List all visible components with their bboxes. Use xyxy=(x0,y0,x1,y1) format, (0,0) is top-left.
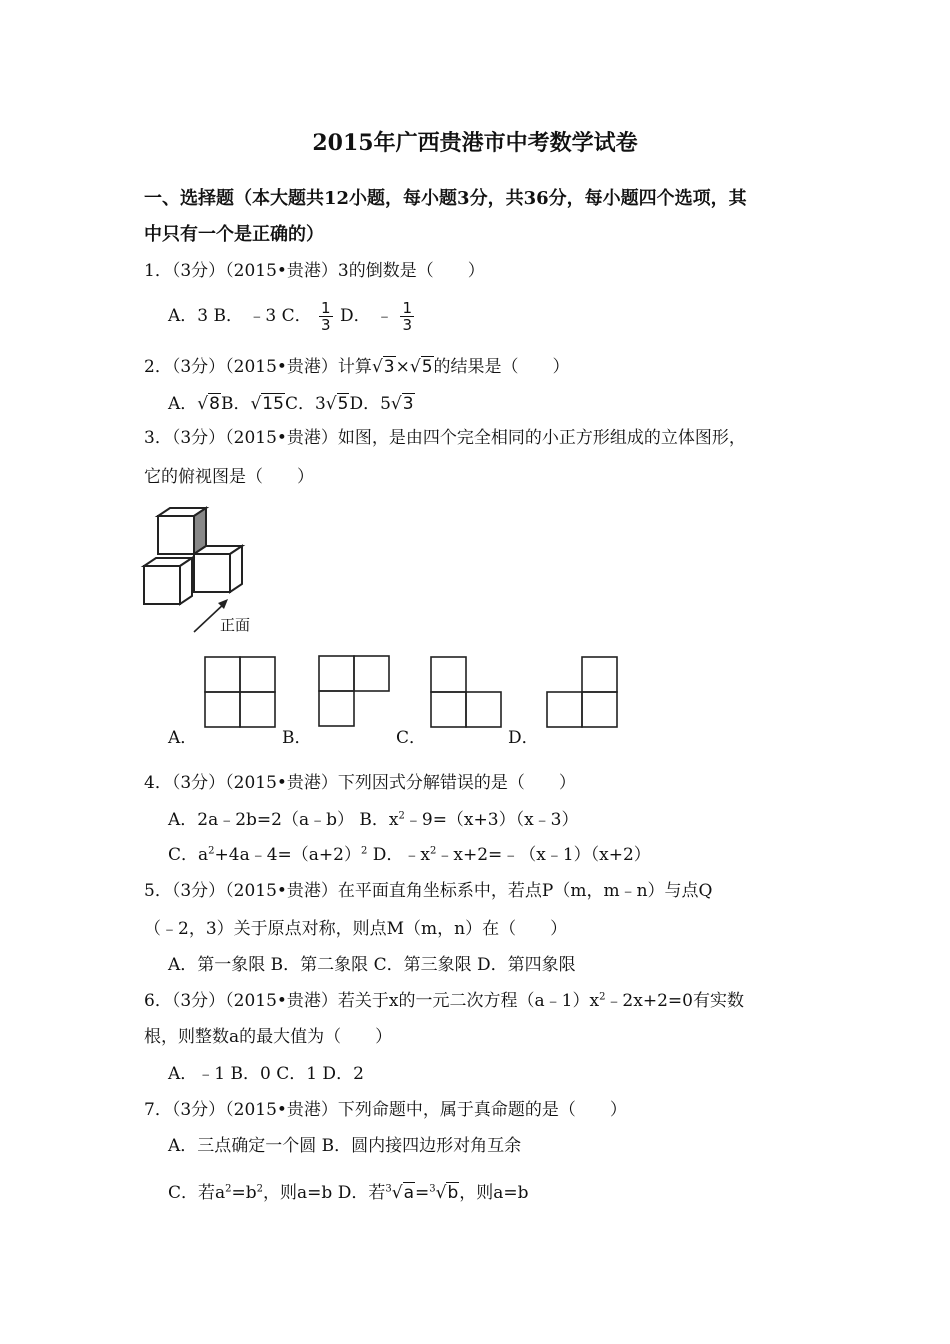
q1-options xyxy=(168,300,416,333)
q2-options xyxy=(168,389,415,414)
q3-option-b-figure xyxy=(317,654,393,728)
q3-option-d-figure xyxy=(545,656,621,728)
q2-c-label: C．3 xyxy=(284,394,326,414)
q2-c-radical: √5 xyxy=(325,394,349,414)
q1-option-c-fraction: $\frac{1}{3}$ xyxy=(321,299,331,334)
q2-radical-3: √3 xyxy=(371,357,395,377)
q3-label-a: A． xyxy=(168,728,198,748)
q2-d-radical: √3 xyxy=(390,394,414,414)
q2-a-label: A． xyxy=(168,394,198,414)
q1-option-ab: A．3 B． xyxy=(168,306,243,326)
q2-stem-pre: 2．（3分）（2015•贵港）计算 xyxy=(144,357,372,377)
left-cube-front-face xyxy=(144,566,180,604)
q3-stem-line1: 3．（3分）（2015•贵港）如图，是由四个完全相同的小正方形组成的立体图形， xyxy=(144,428,746,448)
q7-options-ab: A．三点确定一个圆 B．圆内接四边形对角互余 xyxy=(168,1136,522,1156)
q6-options: A．﹣1 B．0 C．1 D．2 xyxy=(168,1064,364,1084)
q3-solid-figure xyxy=(140,502,270,638)
q5-stem-line2: （﹣2，3）关于原点对称，则点M（m，n）在（ ） xyxy=(144,919,568,939)
q2-stem-post: 的结果是（ ） xyxy=(433,357,570,377)
page-title: 2015年广西贵港市中考数学试卷 xyxy=(312,130,638,156)
q5-options: A．第一象限 B．第二象限 C．第三象限 D．第四象限 xyxy=(168,955,576,975)
q3-stem-line2: 它的俯视图是（ ） xyxy=(144,467,314,487)
right-cube-front-face xyxy=(194,554,230,592)
q4-options-cd: C．$a^2+4a﹣4=(a+2)^2$ D．$﹣x^2﹣x+2=﹣(x﹣1)(x+2)$ xyxy=(168,845,651,865)
q3-option-a-figure xyxy=(204,656,278,728)
q1-option-d-fraction: $\frac{1}{3}$ xyxy=(402,299,412,334)
q3-option-c-figure xyxy=(430,656,506,728)
left-cube-side-face xyxy=(180,558,192,604)
q2-b-label: B． xyxy=(220,394,251,414)
q2-d-label: D．5 xyxy=(349,394,391,414)
q5-stem-line1: 5．（3分）（2015•贵港）在平面直角坐标系中，若点P（m，m﹣n）与点Q xyxy=(144,881,713,901)
q1-stem: 1．（3分）（2015•贵港）3的倒数是（ ） xyxy=(144,261,485,281)
q1-option-d-label: D． xyxy=(340,306,371,326)
q3-label-b: B． xyxy=(282,728,312,748)
q2-stem xyxy=(144,352,570,377)
q6-stem-line2: 根，则整数a的最大值为（ ） xyxy=(144,1027,393,1047)
q2-times: × xyxy=(395,357,410,377)
right-cube-side-face xyxy=(230,546,242,592)
q3-label-c: C． xyxy=(396,728,427,748)
section-heading-line2: 中只有一个是正确的） xyxy=(144,224,324,245)
q1-option-bc: ﹣3 C． xyxy=(248,306,312,326)
q2-b-radical: √15 xyxy=(250,394,284,414)
q3-label-d: D． xyxy=(508,728,539,748)
top-cube-front-face xyxy=(158,516,194,554)
q2-radical-5: √5 xyxy=(409,357,433,377)
section-heading-line1: 一、选择题（本大题共12小题，每小题3分，共36分，每小题四个选项，其 xyxy=(144,188,747,209)
q6-stem-line1: 6．（3分）（2015•贵港）若关于x的一元二次方程$(a﹣1)x^2﹣2x+2=0$有实数 xyxy=(144,991,744,1011)
q7-options-cd: C．若$a^2=b^2$，则a=b D．若$^3$√a=$^3$√b，则a=b xyxy=(168,1183,529,1203)
q1-option-d-sign: ﹣ xyxy=(376,306,394,326)
q4-stem: 4．（3分）（2015•贵港）下列因式分解错误的是（ ） xyxy=(144,773,576,793)
q4-options-ab: A．2a﹣2b=2（a﹣b） B．$x^2﹣9=(x+3)(x﹣3)$ xyxy=(168,810,579,830)
q7-stem: 7．（3分）（2015•贵港）下列命题中，属于真命题的是（ ） xyxy=(144,1100,627,1120)
q2-a-radical: √8 xyxy=(197,394,220,414)
front-label: 正面 xyxy=(220,616,251,634)
